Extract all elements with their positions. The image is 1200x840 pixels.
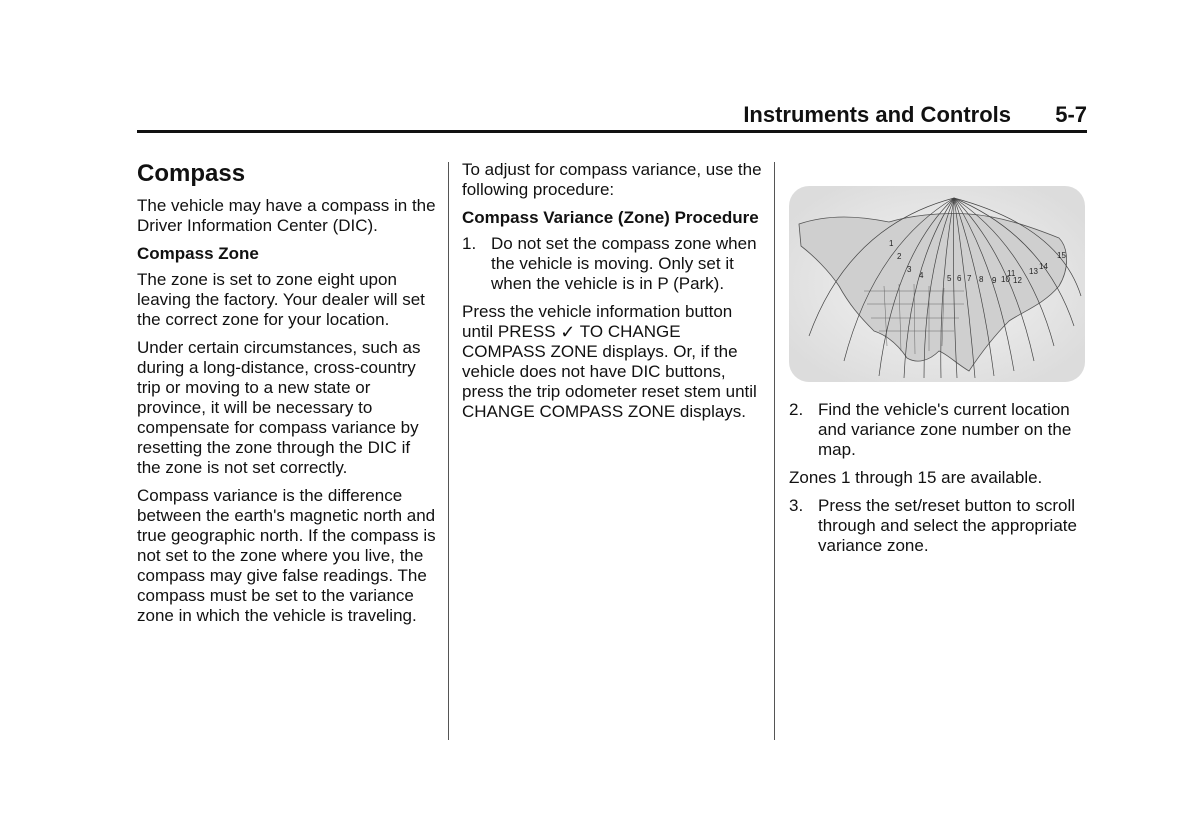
zone-paragraph: The zone is set to zone eight upon leaving the factory. Your dealer will set the correct zone for your location.	[137, 270, 425, 329]
procedure-intro: To adjust for compass variance, use the following procedure:	[462, 160, 762, 199]
column-3	[789, 176, 1089, 564]
step-text: Find the vehicle's current location and variance zone number on the map.	[818, 400, 1072, 459]
step-text: Do not set the compass zone when the vehicle is moving. Only set it when the vehicle is in P (Park).	[491, 234, 757, 293]
compass-variance-zone-map	[789, 186, 1085, 382]
zone-label: 5	[947, 274, 952, 283]
page-header	[137, 100, 1087, 133]
list-item	[789, 496, 1089, 556]
step-number: 2.	[789, 400, 804, 419]
section-title: Instruments and Controls	[743, 102, 1011, 127]
page-number: 5-7	[1055, 102, 1087, 127]
zone-label: 3	[907, 265, 912, 274]
column-divider	[774, 162, 775, 740]
step-number: 3.	[789, 496, 804, 515]
step-number: 1.	[462, 234, 477, 253]
step-text: Press the set/reset button to scroll through and select the appropriate variance zone.	[818, 496, 1077, 555]
column-2	[462, 160, 762, 430]
zone-label: 1	[889, 239, 894, 248]
intro-paragraph: The vehicle may have a compass in the Driver Information Center (DIC).	[137, 196, 436, 235]
step-detail: Press the vehicle information button until PRESS ✓ TO CHANGE COMPASS ZONE displays. Or, if the vehicle does not have DIC buttons, press the trip odometer reset stem until CHANGE COMPASS ZONE displays.	[462, 302, 757, 421]
column-1	[137, 160, 437, 634]
variance-paragraph: Compass variance is the difference between the earth's magnetic north and true geographic north. If the compass is not set to the zone where you live, the compass may give false readings. The compass must be set to the variance zone in which the vehicle is traveling.	[137, 486, 436, 625]
zone-label: 8	[979, 275, 984, 284]
checkmark-icon: ✓	[560, 322, 576, 342]
list-item	[462, 234, 762, 294]
zone-label: 15	[1057, 251, 1066, 260]
zone-label: 4	[919, 271, 924, 280]
column-divider	[448, 162, 449, 740]
zone-label: 12	[1013, 276, 1022, 285]
circumstances-paragraph: Under certain circumstances, such as during a long-distance, cross-country trip or moving to a new state or province, it will be necessary to compensate for compass variance by resetting the zone through the DIC if the zone is not set correctly.	[137, 338, 421, 477]
zone-label: 11	[1007, 269, 1016, 278]
step-detail: Zones 1 through 15 are available.	[789, 468, 1043, 487]
zone-label: 7	[967, 274, 972, 283]
list-item	[789, 400, 1089, 460]
zone-label: 9	[992, 276, 997, 285]
zone-label: 14	[1039, 262, 1048, 271]
zone-label: 6	[957, 274, 962, 283]
procedure-heading: Compass Variance (Zone) Procedure	[462, 208, 759, 227]
compass-zone-heading: Compass Zone	[137, 244, 259, 263]
page-title: Compass	[137, 160, 246, 187]
zone-label: 2	[897, 252, 902, 261]
zone-label: 10	[1001, 275, 1010, 284]
zone-label: 13	[1029, 267, 1038, 276]
